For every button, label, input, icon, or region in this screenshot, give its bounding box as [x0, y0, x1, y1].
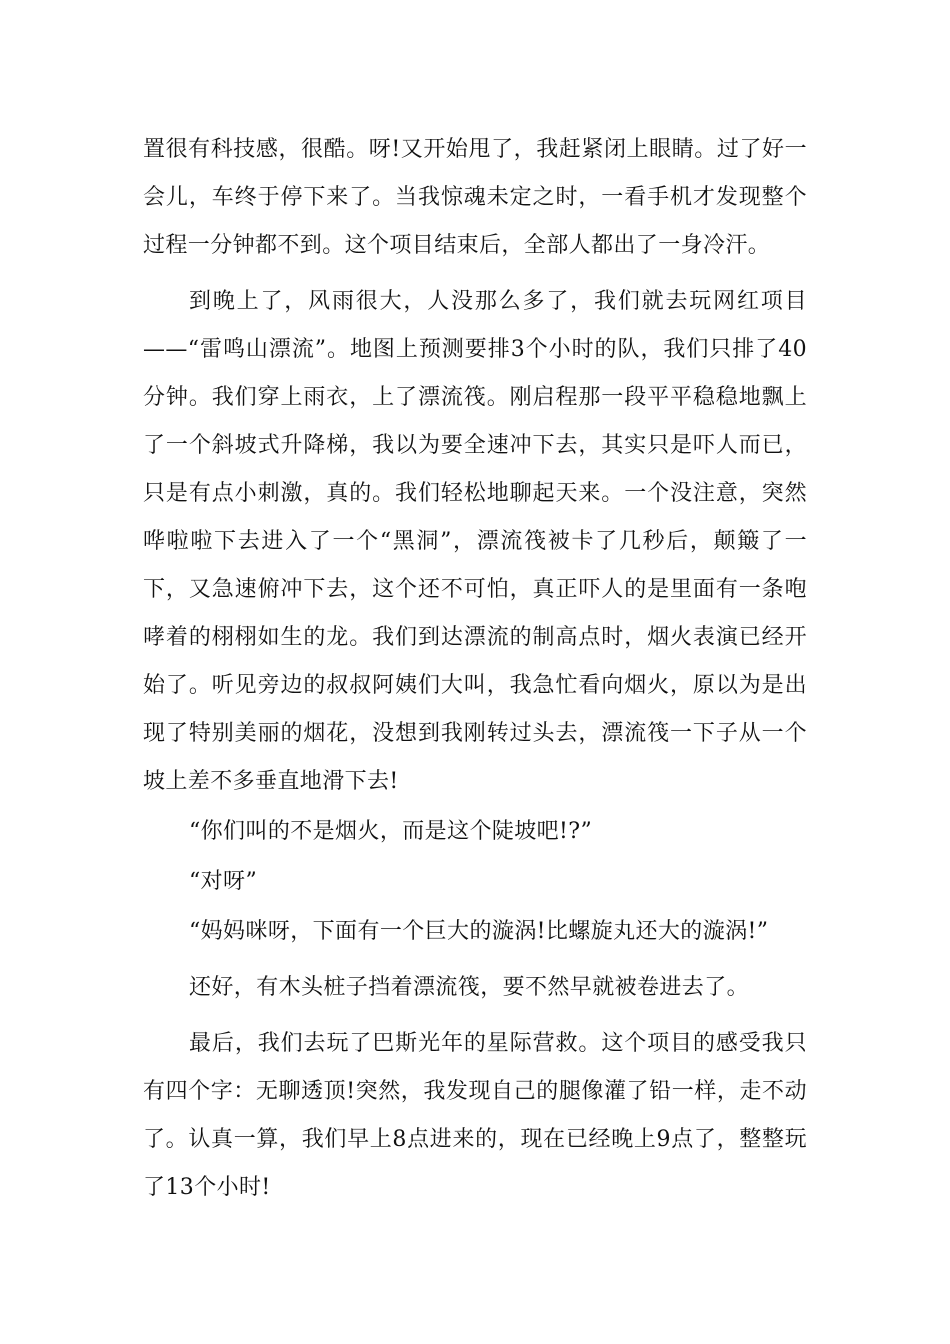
dialogue-line-3: “妈妈咪呀，下面有一个巨大的漩涡!比螺旋丸还大的漩涡!” — [189, 919, 769, 944]
dialogue-line-1: “你们叫的不是烟火，而是这个陡坡吧!?” — [189, 819, 593, 844]
paragraph-luckily: 还好，有木头桩子挡着漂流筏，要不然早就被卷进去了。 — [189, 975, 750, 1000]
paragraph-rafting: 到晚上了，风雨很大，人没那么多了，我们就去玩网红项目——“雷鸣山漂流”。地图上预测要排3个小时的队，我们只排了40分钟。我们穿上雨衣，上了漂流筏。刚启程那一段平平稳稳地飘上了一个斜坡式升降梯，我以为要全速冲下去，其实只是吓人而已，只是有点小刺激，真的。我们轻松地聊起天来。一个没注意，突然哗啦啦下去进入了一个“黑洞”，漂流筏被卡了几秒后，颠簸了一下，又急速俯冲下去，这个还不可怕，真正吓人的是里面有一条咆哮着的栩栩如生的龙。我们到达漂流的制高点时，烟火表演已经开始了。听见旁边的叔叔阿姨们大叫，我急忙看向烟火，原以为是出现了特别美丽的烟花，没想到我刚转过头去，漂流筏一下子从一个坡上差不多垂直地滑下去! — [143, 289, 807, 794]
paragraph-final: 最后，我们去玩了巴斯光年的星际营救。这个项目的感受我只有四个字：无聊透顶!突然，我发现自己的腿像灌了铅一样，走不动了。认真一算，我们早上8点进来的，现在已经晚上9点了，整整玩了13个小时! — [143, 1031, 807, 1200]
dialogue-line-2: “对呀” — [189, 869, 258, 894]
document-body — [143, 126, 807, 1212]
paragraph-continuation: 置很有科技感，很酷。呀!又开始甩了，我赶紧闭上眼睛。过了好一会儿，车终于停下来了。当我惊魂未定之时，一看手机才发现整个过程一分钟都不到。这个项目结束后，全部人都出了一身冷汗。 — [143, 137, 807, 258]
